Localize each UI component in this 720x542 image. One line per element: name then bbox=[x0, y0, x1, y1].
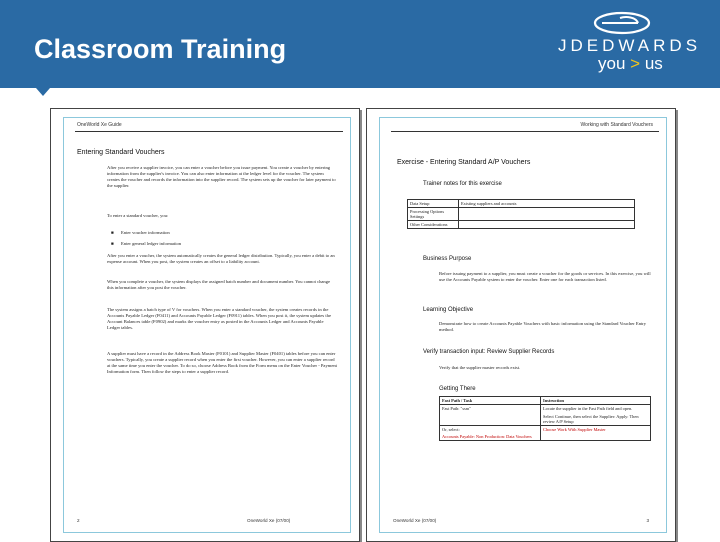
trainer-notes-title: Trainer notes for this exercise bbox=[423, 181, 502, 187]
header-notch bbox=[36, 88, 50, 96]
left-paragraph-3: After you enter a voucher, the system automatically creates the general ledger distribution. Typically, you enter a debit to an expense account. When you post, the system creates an offset to a liability account. bbox=[107, 253, 335, 264]
left-heading: Entering Standard Vouchers bbox=[77, 149, 165, 156]
steps-table bbox=[439, 396, 651, 441]
verify-text: Verify that the supplier master records exist. bbox=[439, 365, 521, 370]
table-cell-line: Or, select: bbox=[442, 427, 460, 432]
table-cell-value: Existing suppliers and accounts bbox=[459, 200, 635, 208]
bullet-icon: ■ bbox=[111, 241, 114, 246]
table-row bbox=[408, 208, 635, 221]
table-cell-value bbox=[459, 208, 635, 221]
table-cell-line: Select Continue, then select the Supplier: Apply: Then review A/P Setup bbox=[543, 414, 639, 424]
left-paragraph-4: When you complete a voucher, the system displays the assigned batch number and document number. You cannot change this information after you post the voucher. bbox=[107, 279, 331, 290]
logo-tag-gt: > bbox=[630, 54, 641, 73]
table-row bbox=[440, 426, 651, 441]
left-footer-title: OneWorld Xe (07/00) bbox=[247, 518, 291, 523]
table-row bbox=[440, 405, 651, 426]
table-row bbox=[408, 200, 635, 208]
table-header-row bbox=[440, 397, 651, 405]
right-footer-title: OneWorld Xe (07/00) bbox=[393, 518, 437, 523]
verify-title: Verify transaction input: Review Supplier Records bbox=[423, 349, 555, 355]
logo-tag-us: us bbox=[644, 54, 663, 73]
logo-wordmark: JDEDWARDS bbox=[558, 36, 702, 55]
table-row bbox=[408, 221, 635, 229]
logo-tagline bbox=[598, 54, 663, 74]
learning-objective-title: Learning Objective bbox=[423, 307, 474, 313]
table-cell bbox=[440, 426, 541, 441]
slide-title: Classroom Training bbox=[34, 34, 287, 64]
right-running-head: Working with Standard Vouchers bbox=[580, 122, 653, 128]
column-header: Instruction bbox=[541, 397, 651, 405]
left-footer-page: 2 bbox=[77, 518, 80, 523]
bullet-icon: ■ bbox=[111, 230, 114, 235]
left-paragraph-6: A supplier must have a record in the Address Book Master (F0101) and Supplier Master (F0401) tables before you can enter vouchers. Typically, you create a supplier record when you enter the first voucher. However, you can enter a supplier record at the same time you enter the voucher. To do so, choose Address Book from the Form menu on the Enter Voucher - Payment Information form. Then follow the steps to enter a supplier record. bbox=[107, 351, 337, 374]
right-heading: Exercise - Entering Standard A/P Vouchers bbox=[397, 159, 531, 166]
table-cell bbox=[541, 405, 651, 426]
left-running-head: OneWorld Xe Guide bbox=[77, 122, 122, 128]
left-paragraph-2: To enter a standard voucher, you: bbox=[107, 213, 169, 218]
left-paragraph-1: After you receive a supplier invoice, you can enter a voucher before you issue payment. You create a voucher by entering information from the supplier's invoice. You can also enter information at the ledger level for the voucher. The system creates the voucher and records the information into the supplier record. The system sets up the voucher for later payment to the supplier. bbox=[107, 165, 336, 188]
table-cell-value bbox=[459, 221, 635, 229]
business-purpose-text: Before issuing payment to a supplier, you must create a voucher for the goods or services. In this exercise, you will use the Accounts Payable system to enter the voucher. Enter one for each transaction listed. bbox=[439, 271, 651, 282]
jdedwards-e-icon bbox=[592, 10, 652, 36]
left-paragraph-5: The system assigns a batch type of V for vouchers. When you enter a standard voucher, the system creates records in the Accounts Payable Ledger (F0411) and Accounts Payable Ledger (F0911) tables. When you post it, the system updates the Account Balances table (F0902) and marks the voucher entry as posted in the Accounts Ledger and Accounts Payable Ledger tables. bbox=[107, 307, 331, 330]
business-purpose-title: Business Purpose bbox=[423, 256, 472, 262]
right-page bbox=[366, 108, 676, 542]
table-cell-label: Data Setup bbox=[408, 200, 459, 208]
column-header: Fast Path / Task bbox=[440, 397, 541, 405]
learning-objective-text: Demonstrate how to create Accounts Payable Vouchers with basic information using the Standard Voucher Entry method. bbox=[439, 321, 647, 332]
table-cell-label: Other Considerations bbox=[408, 221, 459, 229]
guide-spread bbox=[50, 108, 682, 540]
table-cell-line: Locate the supplier in the Fast Path field and open. bbox=[543, 406, 633, 411]
slide-header bbox=[0, 0, 720, 88]
getting-there-title: Getting There bbox=[439, 386, 476, 392]
right-footer-page: 3 bbox=[646, 518, 649, 523]
logo-tag-you: you bbox=[598, 54, 626, 73]
left-page bbox=[50, 108, 360, 542]
trainer-info-table bbox=[407, 199, 635, 229]
right-head-rule bbox=[391, 131, 659, 132]
table-cell: Choose Work With Supplier Master bbox=[541, 426, 651, 441]
table-cell-label: Processing Options Settings bbox=[408, 208, 459, 221]
left-head-rule bbox=[75, 131, 343, 132]
left-bullet-1: Enter voucher information bbox=[121, 230, 170, 235]
menu-path: Accounts Payable: Non Production: Data Vouchers bbox=[442, 434, 532, 439]
left-bullet-2: Enter general ledger information bbox=[121, 241, 182, 246]
table-cell: Fast Path: "ssm" bbox=[440, 405, 541, 426]
